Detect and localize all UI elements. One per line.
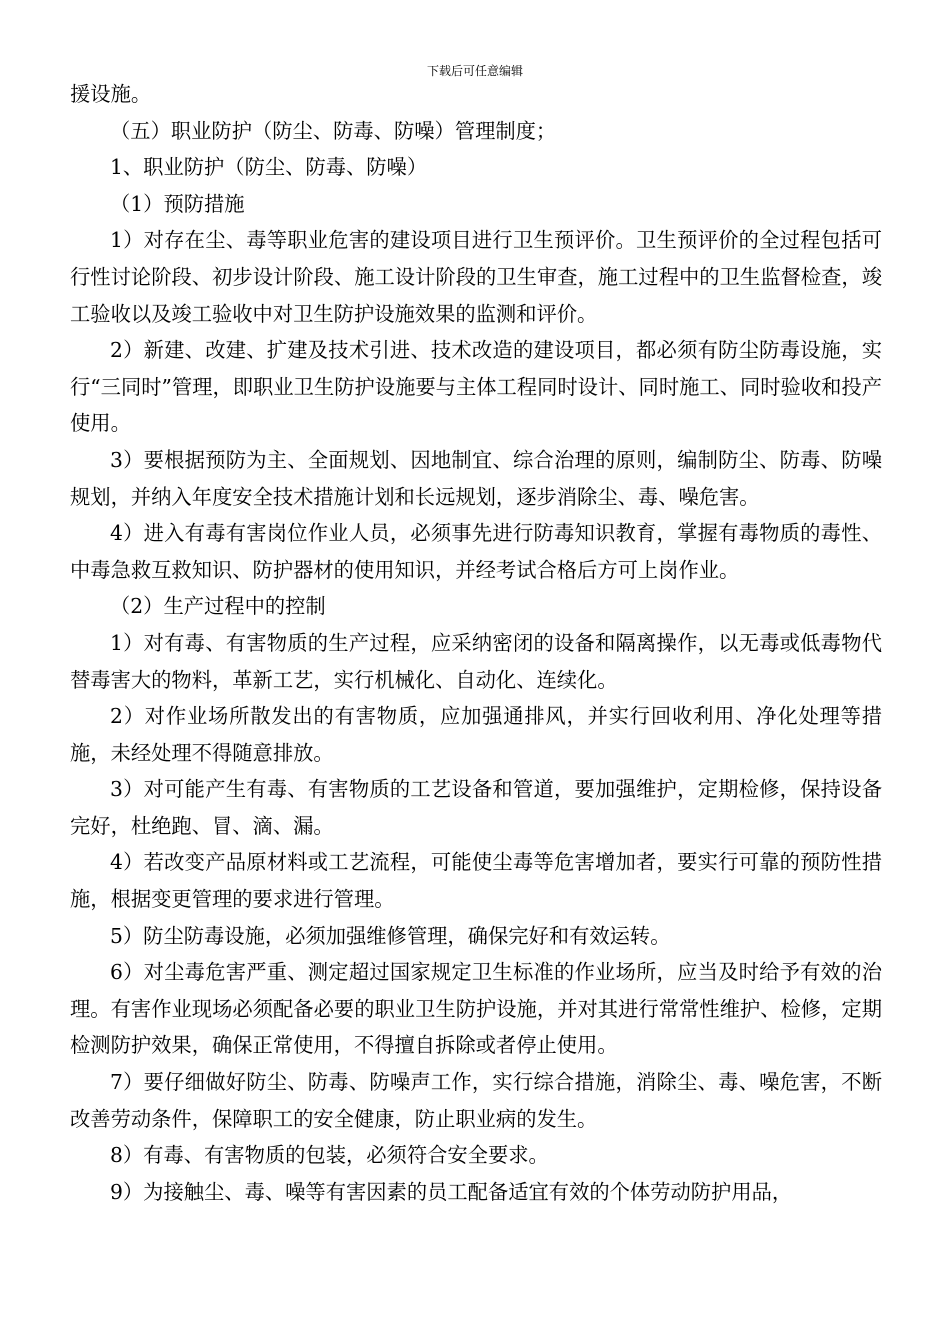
sub-heading-prevention: （1）预防措施	[110, 191, 245, 216]
paragraph: 3）对可能产生有毒、有害物质的工艺设备和管道，要加强维护，定期检修，保持设备完好，杜绝跑、冒、滴、漏。	[70, 777, 882, 838]
paragraph: 1）对存在尘、毒等职业危害的建设项目进行卫生预评价。卫生预评价的全过程包括可行性讨论阶段、初步设计阶段、施工设计阶段的卫生审查，施工过程中的卫生监督检查，竣工验收以及竣工验收中对卫生防护设施效果的监测和评价。	[70, 228, 882, 326]
paragraph: 6）对尘毒危害严重、测定超过国家规定卫生标准的作业场所，应当及时给予有效的治理。有害作业现场必须配备必要的职业卫生防护设施，并对其进行常常性维护、检修，定期检测防护效果，确保正常使用，不得擅自拆除或者停止使用。	[70, 960, 882, 1058]
paragraph: 2）新建、改建、扩建及技术引进、技术改造的建设项目，都必须有防尘防毒设施，实行“三同时”管理，即职业卫生防护设施要与主体工程同时设计、同时施工、同时验收和投产使用。	[70, 338, 882, 436]
paragraph: 1）对有毒、有害物质的生产过程，应采纳密闭的设备和隔离操作，以无毒或低毒物代替毒害大的物料，革新工艺，实行机械化、自动化、连续化。	[70, 630, 882, 692]
paragraph: 4）进入有毒有害岗位作业人员，必须事先进行防毒知识教育，掌握有毒物质的毒性、中毒急救互救知识、防护器材的使用知识，并经考试合格后方可上岗作业。	[70, 521, 882, 582]
document-body	[70, 76, 882, 1210]
paragraph-continuation: 援设施。	[70, 82, 152, 106]
paragraph: 8）有毒、有害物质的包装，必须符合安全要求。	[110, 1143, 549, 1168]
paragraph: 5）防尘防毒设施，必须加强维修管理，确保完好和有效运转。	[110, 923, 671, 948]
paragraph: 4）若改变产品原材料或工艺流程，可能使尘毒等危害增加者，要实行可靠的预防性措施，根据变更管理的要求进行管理。	[70, 850, 882, 912]
subsection-heading-1: 1、职业防护（防尘、防毒、防噪）	[110, 155, 428, 180]
paragraph: 3）要根据预防为主、全面规划、因地制宜、综合治理的原则，编制防尘、防毒、防噪规划，并纳入年度安全技术措施计划和长远规划，逐步消除尘、毒、噪危害。	[70, 447, 882, 509]
section-heading-5: （五）职业防护（防尘、防毒、防噪）管理制度；	[110, 118, 557, 143]
paragraph: 7）要仔细做好防尘、防毒、防噪声工作，实行综合措施，消除尘、毒、噪危害，不断改善劳动条件，保障职工的安全健康，防止职业病的发生。	[70, 1070, 882, 1131]
paragraph: 2）对作业场所散发出的有害物质，应加强通排风，并实行回收利用、净化处理等措施，未经处理不得随意排放。	[70, 704, 882, 765]
sub-heading-process-control: （2）生产过程中的控制	[110, 594, 326, 619]
paragraph: 9）为接触尘、毒、噪等有害因素的员工配备适宜有效的个体劳动防护用品，	[110, 1179, 793, 1204]
page-header: 下载后可任意编辑	[426, 64, 523, 78]
